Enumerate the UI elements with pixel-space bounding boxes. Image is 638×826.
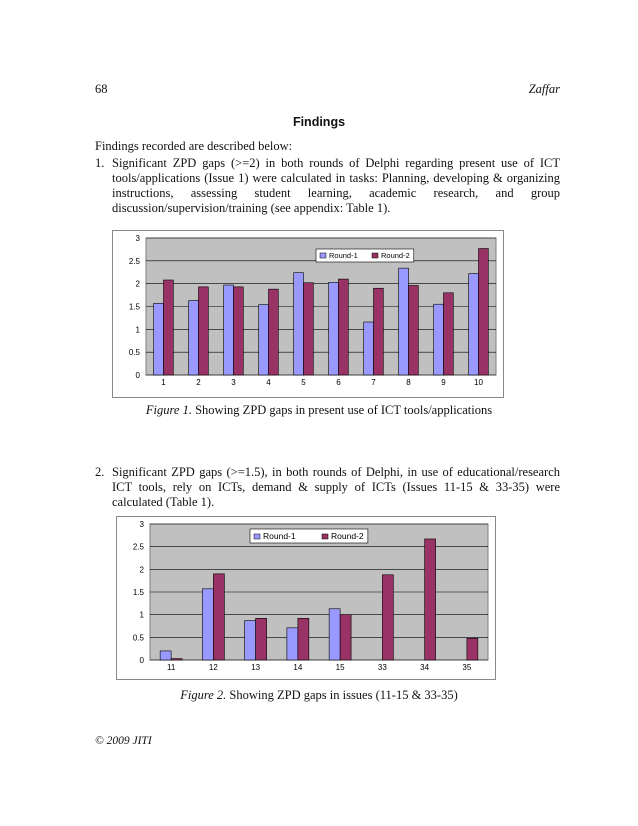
bar-round-2 [298, 618, 309, 660]
y-tick-label: 2 [135, 279, 140, 289]
x-tick-label: 13 [251, 663, 261, 672]
finding-text: Significant ZPD gaps (>=2) in both rounds of Delphi regarding present use of ICT tools/applications (Issue 1) were calculated in tasks: Planning, developing & organizing instructions, assessing student learning, academic research, and group discussion/supervision/training (see appendix: Table 1). [112, 156, 560, 215]
bar-round-1 [399, 268, 409, 375]
y-tick-label: 0 [135, 371, 140, 380]
running-header-author: Zaffar [528, 82, 560, 96]
y-tick-label: 1 [139, 610, 144, 620]
y-tick-label: 3 [135, 234, 140, 243]
y-tick-label: 2 [139, 565, 144, 575]
figure-label: Figure 2. [180, 688, 227, 702]
finding-item-2 [95, 465, 560, 510]
finding-item-1 [95, 156, 560, 216]
bar-round-2 [479, 249, 489, 375]
x-tick-label: 35 [462, 663, 472, 672]
bar-round-1 [160, 651, 171, 660]
finding-text: Significant ZPD gaps (>=1.5), in both rounds of Delphi, in use of educational/research ICT tools, rely on ICTs, demand & supply of ICTs (Issues 11-15 & 33-35) were calculated (Table 1). [112, 465, 560, 509]
x-tick-label: 3 [231, 378, 236, 387]
bar-round-2 [164, 280, 174, 375]
legend-label: Round-1 [263, 531, 296, 541]
y-tick-label: 1.5 [128, 302, 140, 312]
legend-swatch [320, 253, 326, 258]
bar-round-2 [374, 288, 384, 375]
bar-round-1 [245, 621, 256, 660]
bar-round-1 [294, 273, 304, 375]
bar-round-2 [467, 638, 478, 660]
bar-round-1 [329, 282, 339, 375]
figure-1-chart [112, 230, 504, 398]
bar-round-2 [256, 618, 267, 660]
bar-round-1 [329, 609, 340, 660]
finding-number: 2. [95, 465, 105, 479]
y-tick-label: 1 [135, 325, 140, 335]
x-tick-label: 10 [474, 378, 483, 387]
figure-2-caption [0, 688, 638, 703]
x-tick-label: 12 [208, 663, 218, 672]
bar-round-1 [202, 589, 213, 660]
y-tick-label: 0.5 [132, 633, 144, 643]
bar-round-2 [340, 615, 351, 660]
figure-label: Figure 1. [145, 403, 192, 417]
bar-round-2 [234, 287, 244, 375]
bar-round-1 [154, 303, 164, 375]
bar-round-2 [382, 575, 393, 660]
x-tick-label: 5 [301, 378, 306, 387]
figure-2-chart [116, 516, 496, 680]
bar-round-1 [259, 305, 269, 375]
y-tick-label: 0 [139, 656, 144, 665]
bar-round-2 [409, 285, 419, 375]
bar-round-1 [469, 274, 479, 375]
figure-caption-text: Showing ZPD gaps in issues (11-15 & 33-35) [229, 688, 458, 702]
x-tick-label: 8 [406, 378, 411, 387]
page-number: 68 [95, 82, 108, 96]
x-tick-label: 33 [377, 663, 387, 672]
x-tick-label: 34 [420, 663, 430, 672]
figure-caption-text: Showing ZPD gaps in present use of ICT tools/applications [195, 403, 493, 417]
legend-swatch [322, 534, 328, 539]
bar-round-1 [189, 301, 199, 375]
bar-round-2 [171, 659, 182, 660]
y-tick-label: 3 [139, 520, 144, 529]
bar-round-2 [269, 289, 279, 375]
legend-label: Round-1 [329, 251, 358, 260]
bar-round-2 [425, 539, 436, 660]
bar-round-1 [224, 285, 234, 375]
x-tick-label: 14 [293, 663, 303, 672]
x-tick-label: 2 [196, 378, 201, 387]
finding-number: 1. [95, 156, 105, 170]
bar-round-2 [339, 279, 349, 375]
y-tick-label: 1.5 [132, 588, 144, 597]
y-tick-label: 2.5 [128, 256, 140, 266]
x-tick-label: 4 [266, 378, 271, 387]
legend-label: Round-2 [381, 251, 410, 260]
legend-swatch [254, 534, 260, 539]
x-tick-label: 15 [335, 663, 345, 672]
copyright-footer: © 2009 JITI [95, 735, 152, 747]
legend-swatch [372, 253, 378, 258]
bar-round-2 [199, 287, 209, 375]
bar-round-2 [213, 574, 224, 660]
figure-1-caption [0, 403, 638, 418]
x-tick-label: 1 [161, 378, 166, 387]
bar-round-1 [287, 628, 298, 660]
x-tick-label: 9 [441, 378, 446, 387]
legend-label: Round-2 [331, 531, 364, 541]
bar-round-1 [364, 322, 374, 375]
y-tick-label: 0.5 [128, 348, 140, 358]
bar-round-2 [444, 293, 454, 375]
bar-round-1 [434, 304, 444, 375]
x-tick-label: 11 [166, 663, 176, 672]
intro-paragraph: Findings recorded are described below: [95, 139, 293, 153]
y-tick-label: 2.5 [132, 542, 144, 552]
x-tick-label: 6 [336, 378, 341, 387]
section-heading: Findings [292, 115, 346, 129]
bar-round-2 [304, 283, 314, 375]
x-tick-label: 7 [371, 378, 376, 387]
